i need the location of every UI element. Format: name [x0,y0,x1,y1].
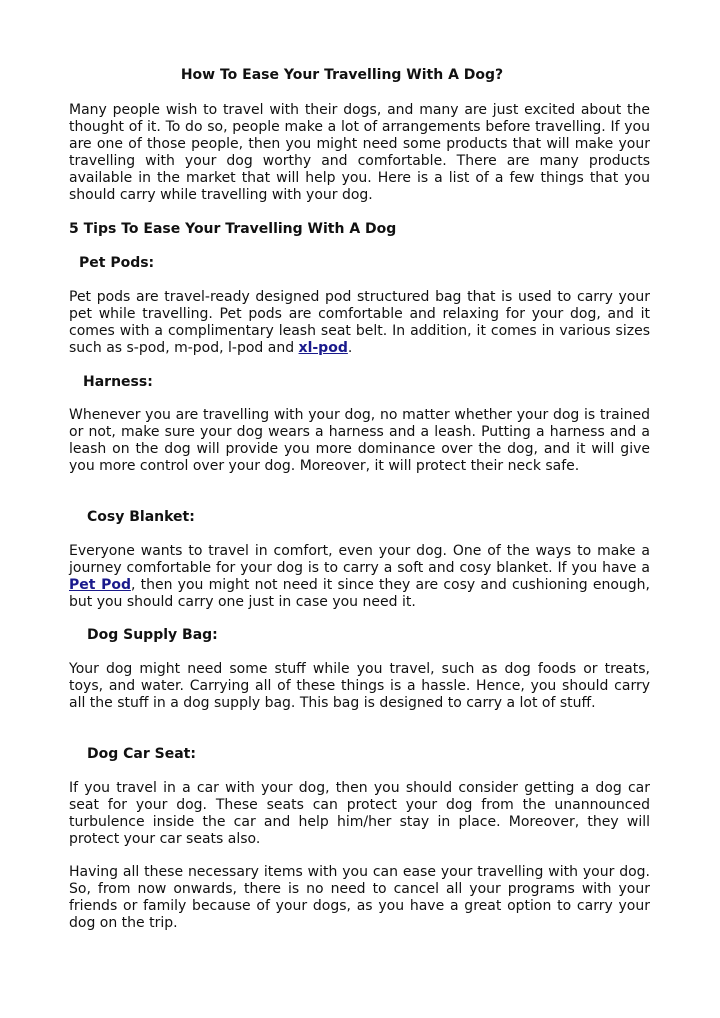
cosy-blanket-text: Everyone wants to travel in comfort, even your dog. One of the ways to make a journey comfortable for your dog is to carry a soft and cosy blanket. If you have a [69,543,650,576]
dog-car-seat-paragraph: If you travel in a car with your dog, then you should consider getting a dog car seat for your dog. These seats can protect your dog from the unannounced turbulence inside the car and help him/her stay in place. Moreover, they will protect your car seats also. [69,780,650,847]
pet-pods-heading: Pet Pods: [79,255,155,271]
cosy-blanket-paragraph [69,543,650,611]
intro-paragraph: Many people wish to travel with their dogs, and many are just excited about the thought of it. To do so, people make a lot of arrangements before travelling. If you are one of those people, then you might need some products that will make your travelling with your dog worthy and comfortable. There are many products available in the market that will help you. Here is a list of a few things that you should carry while travelling with your dog. [69,102,650,203]
xl-pod-link[interactable]: xl-pod [298,340,348,356]
cosy-blanket-text-end: , then you might not need it since they are cosy and cushioning enough, but you should carry one just in case you need it. [69,577,650,610]
document-title: How To Ease Your Travelling With A Dog? [180,67,504,83]
pet-pods-paragraph [69,289,650,357]
cosy-blanket-heading: Cosy Blanket: [87,509,195,525]
harness-heading: Harness: [83,374,153,390]
tips-heading: 5 Tips To Ease Your Travelling With A Dog [69,221,397,237]
conclusion-paragraph: Having all these necessary items with you can ease your travelling with your dog. So, from now onwards, there is no need to cancel all your programs with your friends or family because of your dogs, as you have a great option to carry your dog on the trip. [69,864,650,931]
dog-car-seat-heading: Dog Car Seat: [87,746,196,762]
pet-pods-text: Pet pods are travel-ready designed pod structured bag that is used to carry your pet while travelling. Pet pods are comfortable and relaxing for your dog, and it comes with a complimentary leash seat belt. In addition, it comes in various sizes such as s-pod, m-pod, l-pod and [69,289,650,356]
pet-pods-text-end: . [347,340,353,356]
pet-pod-link[interactable]: Pet Pod [69,577,131,593]
dog-supply-bag-paragraph: Your dog might need some stuff while you travel, such as dog foods or treats, toys, and water. Carrying all of these things is a hassle. Hence, you should carry all the stuff in a dog supply bag. This bag is designed to carry a lot of stuff. [69,661,650,711]
harness-paragraph: Whenever you are travelling with your dog, no matter whether your dog is trained or not, make sure your dog wears a harness and a leash. Putting a harness and a leash on the dog will provide you more dominance over the dog, and it will give you more control over your dog. Moreover, it will protect their neck safe. [69,407,650,474]
dog-supply-bag-heading: Dog Supply Bag: [87,627,218,643]
